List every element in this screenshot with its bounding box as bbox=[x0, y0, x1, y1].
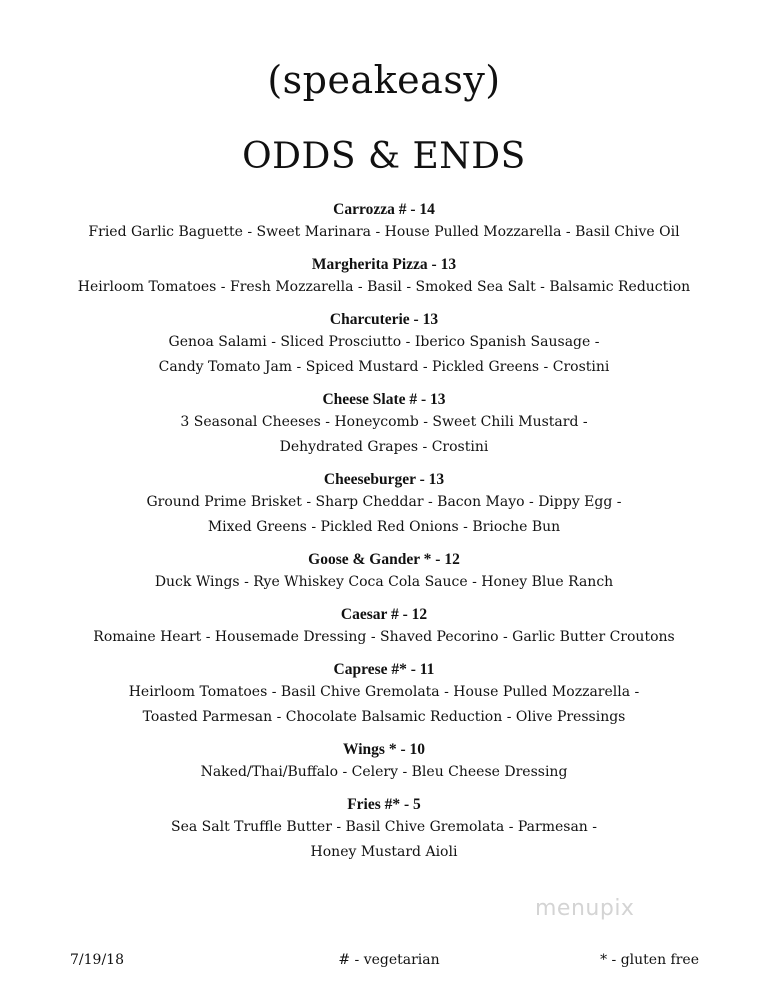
vegetarian-legend: # - vegetarian bbox=[338, 952, 440, 968]
restaurant-name: (speakeasy) bbox=[267, 58, 501, 102]
menu-footer bbox=[0, 952, 768, 974]
menu-item-name: Cheeseburger - 13 bbox=[323, 471, 445, 488]
menu-item-name: Wings * - 10 bbox=[343, 741, 425, 758]
menu-item bbox=[0, 310, 768, 380]
menu-item-description: Genoa Salami - Sliced Prosciutto - Iberico Spanish Sausage - bbox=[168, 334, 600, 350]
menu-item-description: Duck Wings - Rye Whiskey Coca Cola Sauce - Honey Blue Ranch bbox=[154, 574, 614, 590]
menu-item bbox=[0, 660, 768, 730]
menu-item-description: Candy Tomato Jam - Spiced Mustard - Pickled Greens - Crostini bbox=[158, 359, 610, 375]
menu-item-description: Toasted Parmesan - Chocolate Balsamic Reduction - Olive Pressings bbox=[142, 709, 626, 725]
menu-item bbox=[0, 550, 768, 595]
menu-item-name: Cheese Slate # - 13 bbox=[322, 391, 446, 408]
menu-item-description: Honey Mustard Aioli bbox=[310, 844, 458, 860]
menu-item-description: Romaine Heart - Housemade Dressing - Shaved Pecorino - Garlic Butter Croutons bbox=[93, 629, 675, 645]
menu-item-name: Caprese #* - 11 bbox=[333, 661, 435, 678]
menu-item-name: Margherita Pizza - 13 bbox=[311, 256, 457, 273]
menu-item-name: Goose & Gander * - 12 bbox=[308, 551, 460, 568]
menu-item-description: Heirloom Tomatoes - Basil Chive Gremolata - House Pulled Mozzarella - bbox=[128, 684, 640, 700]
watermark-logo: menupix bbox=[535, 896, 635, 921]
menu-item-description: Naked/Thai/Buffalo - Celery - Bleu Cheese Dressing bbox=[200, 764, 568, 780]
menu-item bbox=[0, 795, 768, 865]
menu-item-description: Sea Salt Truffle Butter - Basil Chive Gremolata - Parmesan - bbox=[170, 819, 598, 835]
menu-item bbox=[0, 200, 768, 245]
menu-item bbox=[0, 255, 768, 300]
menu-item-description: Ground Prime Brisket - Sharp Cheddar - Bacon Mayo - Dippy Egg - bbox=[146, 494, 622, 510]
menu-item-name: Carrozza # - 14 bbox=[333, 201, 435, 218]
menu-item-name: Caesar # - 12 bbox=[340, 606, 428, 623]
gluten-free-legend: * - gluten free bbox=[600, 952, 699, 968]
menu-item-description: Heirloom Tomatoes - Fresh Mozzarella - Basil - Smoked Sea Salt - Balsamic Reduction bbox=[77, 279, 691, 295]
menu-item-description: Dehydrated Grapes - Crostini bbox=[279, 439, 489, 455]
menu-item-description: Mixed Greens - Pickled Red Onions - Brioche Bun bbox=[207, 519, 561, 535]
menu-item-name: Charcuterie - 13 bbox=[329, 311, 439, 328]
menu-date: 7/19/18 bbox=[70, 952, 124, 968]
menu-item-description: 3 Seasonal Cheeses - Honeycomb - Sweet Chili Mustard - bbox=[180, 414, 588, 430]
menu-item bbox=[0, 740, 768, 785]
menu-item bbox=[0, 470, 768, 540]
menu-item bbox=[0, 605, 768, 650]
menu-item-description: Fried Garlic Baguette - Sweet Marinara - House Pulled Mozzarella - Basil Chive Oil bbox=[88, 224, 680, 240]
menu-items-list bbox=[0, 200, 768, 865]
menu-item bbox=[0, 390, 768, 460]
menu-section-title: ODDS & ENDS bbox=[242, 136, 526, 177]
menu-item-name: Fries #* - 5 bbox=[347, 796, 421, 813]
